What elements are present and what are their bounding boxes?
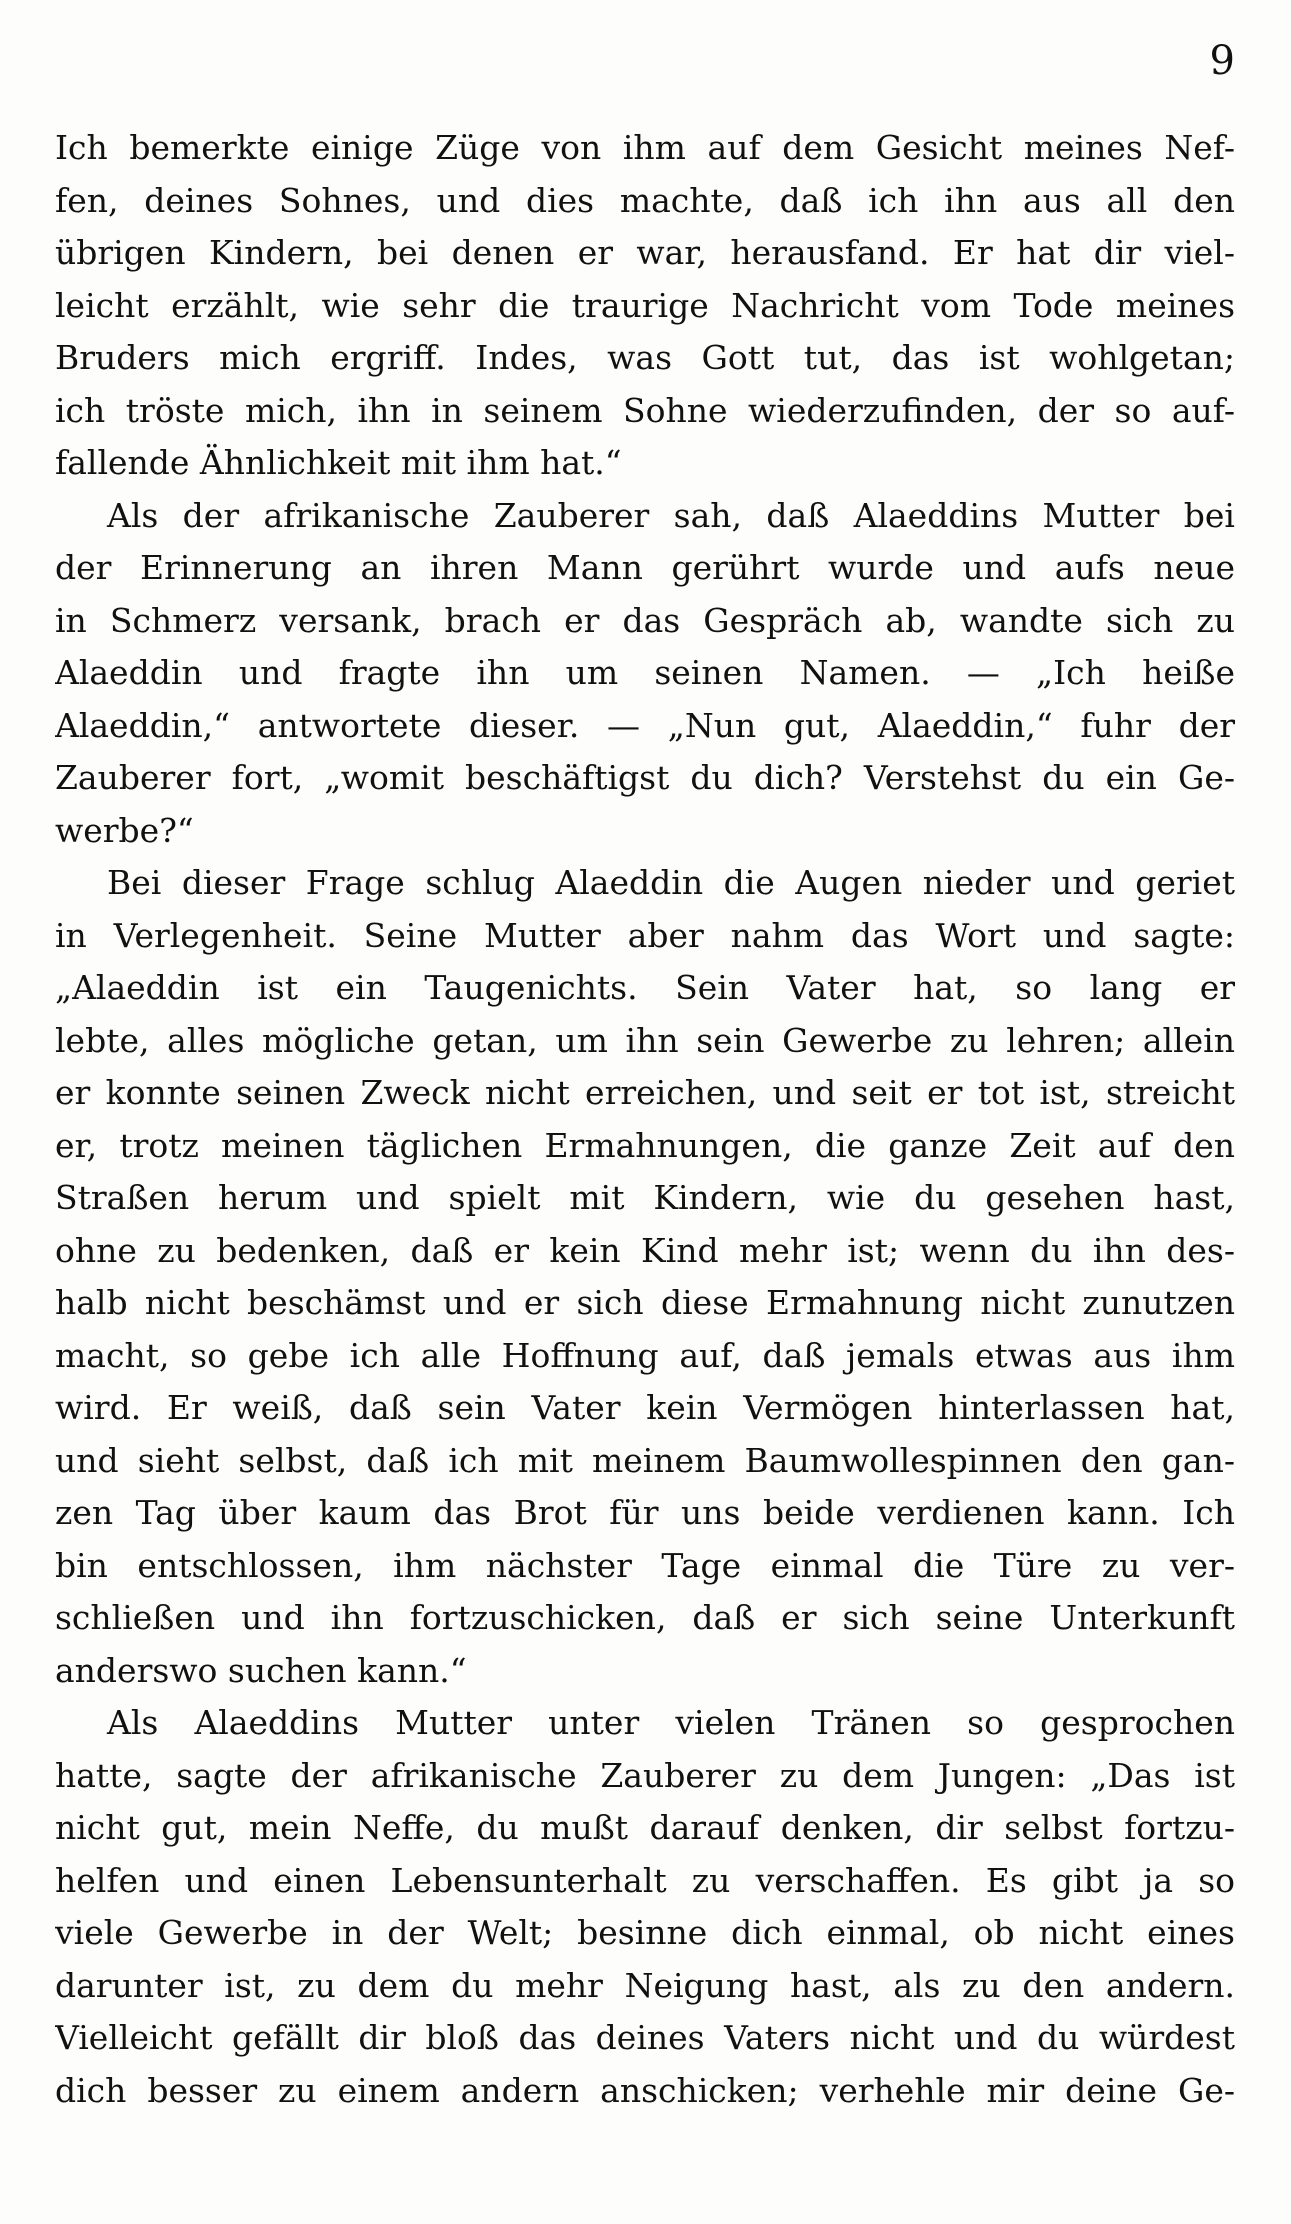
text-line: Als Alaeddins Mutter unter vielen Tränen so gesprochen [107,1703,1235,1742]
text-line: zen Tag über kaum das Brot für uns beide verdienen kann. Ich [55,1493,1235,1532]
text-line: wird. Er weiß, daß sein Vater kein Vermögen hinterlassen hat, [55,1388,1235,1427]
text-line: halb nicht beschämst und er sich diese Ermahnung nicht zunutzen [55,1283,1235,1322]
text-line: macht, so gebe ich alle Hoffnung auf, daß jemals etwas aus ihm [55,1335,1235,1375]
text-line: Ich bemerkte einige Züge von ihm auf dem Gesicht meines Nef- [55,128,1235,167]
text-line: bin entschlossen, ihm nächster Tage einmal die Türe zu ver- [55,1545,1235,1585]
text-line: ich tröste mich, ihn in seinem Sohne wiederzufinden, der so auf- [55,390,1235,430]
text-line: übrigen Kindern, bei denen er war, herausfand. Er hat dir viel- [55,233,1235,272]
text-line: er, trotz meinen täglichen Ermahnungen, die ganze Zeit auf den [55,1125,1235,1165]
text-line: fen, deines Sohnes, und dies machte, daß ich ihn aus all den [55,180,1235,220]
text-line: werbe?“ [55,810,194,850]
text-line: dich besser zu einem andern anschicken; verhehle mir deine Ge- [55,2070,1235,2110]
text-line: lebte, alles mögliche getan, um ihn sein Gewerbe zu lehren; allein [55,1020,1235,1060]
page-number: 9 [1209,38,1235,84]
text-line: Bruders mich ergriff. Indes, was Gott tut, das ist wohlgetan; [55,338,1235,377]
text-line: der Erinnerung an ihren Mann gerührt wurde und aufs neue [55,548,1235,587]
text-line: und sieht selbst, daß ich mit meinem Baumwollespinnen den gan- [55,1440,1235,1480]
text-line: er konnte seinen Zweck nicht erreichen, und seit er tot ist, streicht [55,1073,1235,1112]
text-line: „Alaeddin ist ein Taugenichts. Sein Vater hat, so lang er [55,968,1235,1007]
text-line: Bei dieser Frage schlug Alaeddin die Augen nieder und geriet [107,863,1235,902]
text-line: Vielleicht gefällt dir bloß das deines Vaters nicht und du würdest [55,2018,1235,2057]
text-line: Alaeddin und fragte ihn um seinen Namen. — „Ich heiße [55,653,1235,692]
text-line: anderswo suchen kann.“ [55,1650,467,1690]
text-line: Zauberer fort, „womit beschäftigst du dich? Verstehst du ein Ge- [55,758,1235,797]
text-line: in Schmerz versank, brach er das Gespräch ab, wandte sich zu [55,600,1235,640]
text-line: schließen und ihn fortzuschicken, daß er sich seine Unterkunft [55,1598,1235,1637]
text-line: fallende Ähnlichkeit mit ihm hat.“ [55,443,622,482]
text-line: helfen und einen Lebensunterhalt zu verschaffen. Es gibt ja so [55,1860,1235,1900]
text-line: ohne zu bedenken, daß er kein Kind mehr ist; wenn du ihn des- [55,1230,1235,1270]
text-line: in Verlegenheit. Seine Mutter aber nahm das Wort und sagte: [55,915,1235,955]
page-body-text [55,122,1235,2117]
text-line: hatte, sagte der afrikanische Zauberer zu dem Jungen: „Das ist [55,1755,1235,1795]
text-line: viele Gewerbe in der Welt; besinne dich einmal, ob nicht eines [55,1913,1235,1952]
text-line: darunter ist, zu dem du mehr Neigung hast, als zu den andern. [55,1965,1235,2005]
text-line: Alaeddin,“ antwortete dieser. — „Nun gut, Alaeddin,“ fuhr der [55,705,1235,745]
text-line: Als der afrikanische Zauberer sah, daß Alaeddins Mutter bei [107,495,1235,535]
text-line: Straßen herum und spielt mit Kindern, wie du gesehen hast, [55,1178,1235,1217]
text-line: nicht gut, mein Neffe, du mußt darauf denken, dir selbst fortzu- [55,1808,1235,1847]
text-line: leicht erzählt, wie sehr die traurige Nachricht vom Tode meines [55,285,1235,325]
